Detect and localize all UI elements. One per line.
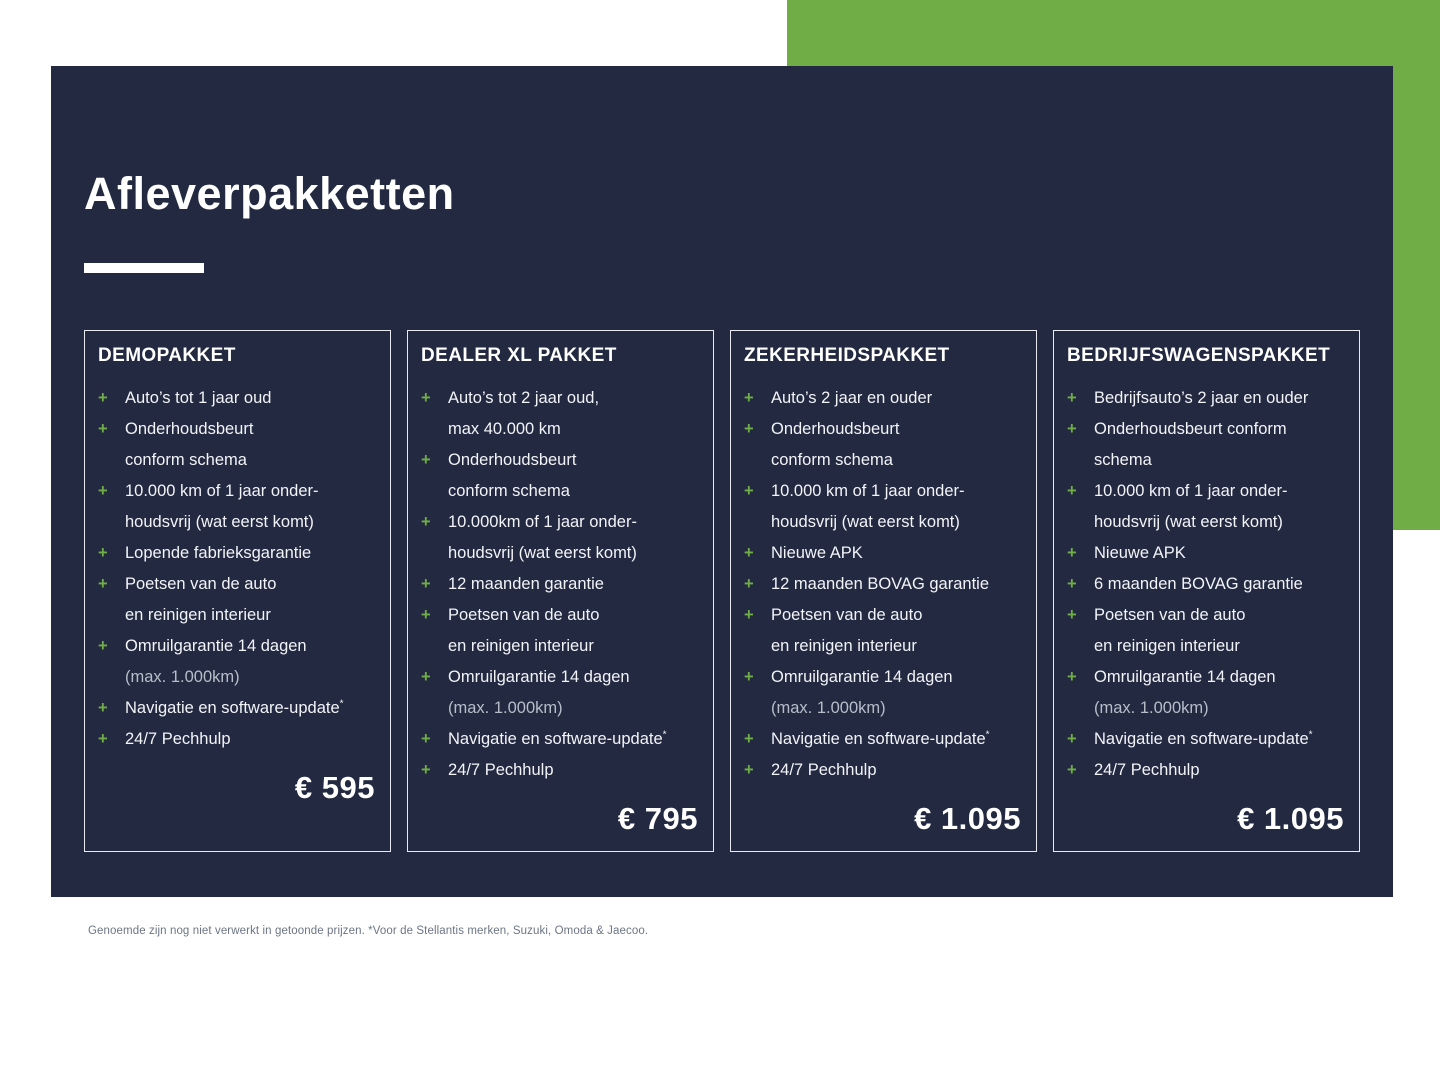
feature-line (421, 662, 699, 693)
feature-text: 10.000km of 1 jaar onder- (448, 513, 637, 531)
feature-line (744, 569, 1022, 600)
plus-bullet-icon: + (1067, 482, 1077, 500)
feature-text: Navigatie en software-update (125, 699, 340, 717)
feature-text: Auto’s 2 jaar en ouder (771, 389, 933, 407)
feature-text: en reinigen interieur (125, 606, 271, 624)
feature-line-continuation (1067, 693, 1345, 724)
plus-bullet-icon: + (421, 606, 431, 624)
plus-bullet-icon: + (98, 420, 108, 438)
package-price: € 795 (617, 801, 698, 836)
plus-bullet-icon: + (1067, 575, 1077, 593)
plus-bullet-icon: + (744, 761, 754, 779)
plus-bullet-icon: + (744, 575, 754, 593)
feature-line-continuation (744, 693, 1022, 724)
plus-bullet-icon: + (421, 668, 431, 686)
feature-line (744, 662, 1022, 693)
feature-text: en reinigen interieur (448, 637, 594, 655)
feature-line (98, 631, 376, 662)
plus-bullet-icon: + (744, 730, 754, 748)
feature-text: en reinigen interieur (771, 637, 917, 655)
packages-panel (51, 66, 1393, 897)
feature-list (744, 383, 1022, 786)
plus-bullet-icon: + (744, 544, 754, 562)
feature-line (421, 724, 699, 755)
feature-text: 6 maanden BOVAG garantie (1094, 575, 1303, 593)
plus-bullet-icon: + (421, 513, 431, 531)
plus-bullet-icon: + (98, 730, 108, 748)
feature-text: en reinigen interieur (1094, 637, 1240, 655)
feature-line (744, 383, 1022, 414)
package-title: DEMOPAKKET (98, 345, 236, 366)
feature-text: 10.000 km of 1 jaar onder- (1094, 482, 1288, 500)
feature-text: Nieuwe APK (771, 544, 863, 562)
plus-bullet-icon: + (744, 482, 754, 500)
feature-line-continuation (744, 631, 1022, 662)
feature-line (421, 600, 699, 631)
feature-line (98, 476, 376, 507)
plus-bullet-icon: + (744, 420, 754, 438)
feature-line-continuation (744, 507, 1022, 538)
package-title: BEDRIJFSWAGENSPAKKET (1067, 345, 1331, 366)
feature-line (1067, 724, 1345, 755)
feature-text: Onderhoudsbeurt (125, 420, 254, 438)
feature-text: Poetsen van de auto (771, 606, 923, 624)
feature-text: 10.000 km of 1 jaar onder- (125, 482, 319, 500)
package-card (1053, 330, 1360, 852)
feature-text: houdsvrij (wat eerst komt) (771, 513, 960, 531)
plus-bullet-icon: + (98, 575, 108, 593)
asterisk-superscript: * (662, 729, 667, 741)
feature-line-continuation (1067, 445, 1345, 476)
plus-bullet-icon: + (1067, 668, 1077, 686)
feature-text: Onderhoudsbeurt (771, 420, 900, 438)
feature-text: (max. 1.000km) (771, 699, 886, 717)
feature-list (421, 383, 699, 786)
feature-text: Poetsen van de auto (125, 575, 277, 593)
package-price: € 1.095 (914, 801, 1021, 836)
feature-line (1067, 383, 1345, 414)
asterisk-superscript: * (1308, 729, 1313, 741)
feature-line (744, 600, 1022, 631)
feature-line-continuation (421, 693, 699, 724)
feature-line (98, 693, 376, 724)
package-title: ZEKERHEIDSPAKKET (744, 345, 950, 366)
feature-text: Omruilgarantie 14 dagen (1094, 668, 1276, 686)
feature-text: houdsvrij (wat eerst komt) (448, 544, 637, 562)
feature-text: Omruilgarantie 14 dagen (771, 668, 953, 686)
feature-text: Navigatie en software-update (1094, 730, 1309, 748)
feature-line (744, 414, 1022, 445)
feature-text: Omruilgarantie 14 dagen (125, 637, 307, 655)
feature-list (1067, 383, 1345, 786)
feature-list (98, 383, 376, 755)
footnote-text: Genoemde zijn nog niet verwerkt in getoonde prijzen. *Voor de Stellantis merken, Suzuki, Omoda & Jaecoo. (88, 925, 649, 937)
plus-bullet-icon: + (1067, 730, 1077, 748)
feature-line (744, 538, 1022, 569)
feature-text: Poetsen van de auto (1094, 606, 1246, 624)
package-price: € 1.095 (1237, 801, 1344, 836)
feature-text: (max. 1.000km) (125, 668, 240, 686)
feature-text: (max. 1.000km) (1094, 699, 1209, 717)
feature-line-continuation (421, 538, 699, 569)
feature-text: Navigatie en software-update (771, 730, 986, 748)
feature-text: Poetsen van de auto (448, 606, 600, 624)
feature-text: 24/7 Pechhulp (1094, 761, 1200, 779)
feature-text: Auto’s tot 2 jaar oud, (448, 389, 600, 407)
plus-bullet-icon: + (98, 544, 108, 562)
plus-bullet-icon: + (1067, 544, 1077, 562)
asterisk-superscript: * (339, 698, 344, 710)
package-card (407, 330, 714, 852)
plus-bullet-icon: + (1067, 389, 1077, 407)
feature-line-continuation (98, 662, 376, 693)
feature-text: 10.000 km of 1 jaar onder- (771, 482, 965, 500)
feature-text: Lopende fabrieksgarantie (125, 544, 312, 562)
feature-line (98, 569, 376, 600)
feature-text: Auto’s tot 1 jaar oud (125, 389, 272, 407)
feature-line-continuation (98, 445, 376, 476)
plus-bullet-icon: + (98, 482, 108, 500)
feature-line (98, 383, 376, 414)
feature-line (744, 724, 1022, 755)
plus-bullet-icon: + (421, 761, 431, 779)
asterisk-superscript: * (985, 729, 990, 741)
feature-text: 12 maanden garantie (448, 575, 604, 593)
title-underline-bar (84, 263, 204, 273)
feature-text: conform schema (448, 482, 570, 500)
feature-text: 24/7 Pechhulp (125, 730, 231, 748)
feature-line (421, 755, 699, 786)
feature-line (1067, 600, 1345, 631)
feature-text: houdsvrij (wat eerst komt) (1094, 513, 1283, 531)
feature-line-continuation (98, 600, 376, 631)
feature-line (1067, 569, 1345, 600)
feature-text: schema (1094, 451, 1152, 469)
feature-line (1067, 755, 1345, 786)
page-title: Afleverpakketten (84, 168, 455, 219)
feature-text: Onderhoudsbeurt (448, 451, 577, 469)
plus-bullet-icon: + (1067, 761, 1077, 779)
feature-line-continuation (744, 445, 1022, 476)
plus-bullet-icon: + (421, 389, 431, 407)
plus-bullet-icon: + (421, 575, 431, 593)
feature-text: conform schema (771, 451, 893, 469)
feature-line (421, 507, 699, 538)
plus-bullet-icon: + (421, 451, 431, 469)
plus-bullet-icon: + (744, 668, 754, 686)
feature-line-continuation (421, 414, 699, 445)
feature-line (421, 383, 699, 414)
feature-text: 12 maanden BOVAG garantie (771, 575, 989, 593)
feature-line (421, 569, 699, 600)
feature-line (1067, 476, 1345, 507)
feature-line (1067, 538, 1345, 569)
package-cards (84, 330, 1360, 852)
feature-line-continuation (1067, 507, 1345, 538)
feature-line (421, 445, 699, 476)
feature-text: Bedrijfsauto’s 2 jaar en ouder (1094, 389, 1309, 407)
feature-text: 24/7 Pechhulp (448, 761, 554, 779)
plus-bullet-icon: + (744, 606, 754, 624)
plus-bullet-icon: + (98, 637, 108, 655)
plus-bullet-icon: + (1067, 606, 1077, 624)
feature-line (744, 755, 1022, 786)
feature-line-continuation (98, 507, 376, 538)
feature-text: houdsvrij (wat eerst komt) (125, 513, 314, 531)
feature-line-continuation (421, 476, 699, 507)
plus-bullet-icon: + (1067, 420, 1077, 438)
feature-text: Nieuwe APK (1094, 544, 1186, 562)
feature-text: conform schema (125, 451, 247, 469)
feature-line (744, 476, 1022, 507)
feature-line (98, 414, 376, 445)
feature-text: Omruilgarantie 14 dagen (448, 668, 630, 686)
feature-line-continuation (1067, 631, 1345, 662)
plus-bullet-icon: + (744, 389, 754, 407)
feature-text: Navigatie en software-update (448, 730, 663, 748)
feature-text: 24/7 Pechhulp (771, 761, 877, 779)
feature-line (1067, 662, 1345, 693)
plus-bullet-icon: + (98, 389, 108, 407)
plus-bullet-icon: + (98, 699, 108, 717)
plus-bullet-icon: + (421, 730, 431, 748)
feature-text: max 40.000 km (448, 420, 561, 438)
feature-line-continuation (421, 631, 699, 662)
feature-text: (max. 1.000km) (448, 699, 563, 717)
feature-line (98, 724, 376, 755)
feature-line (98, 538, 376, 569)
feature-line (1067, 414, 1345, 445)
feature-text: Onderhoudsbeurt conform (1094, 420, 1287, 438)
package-card (730, 330, 1037, 852)
package-title: DEALER XL PAKKET (421, 345, 617, 366)
package-card (84, 330, 391, 852)
package-price: € 595 (294, 770, 375, 805)
